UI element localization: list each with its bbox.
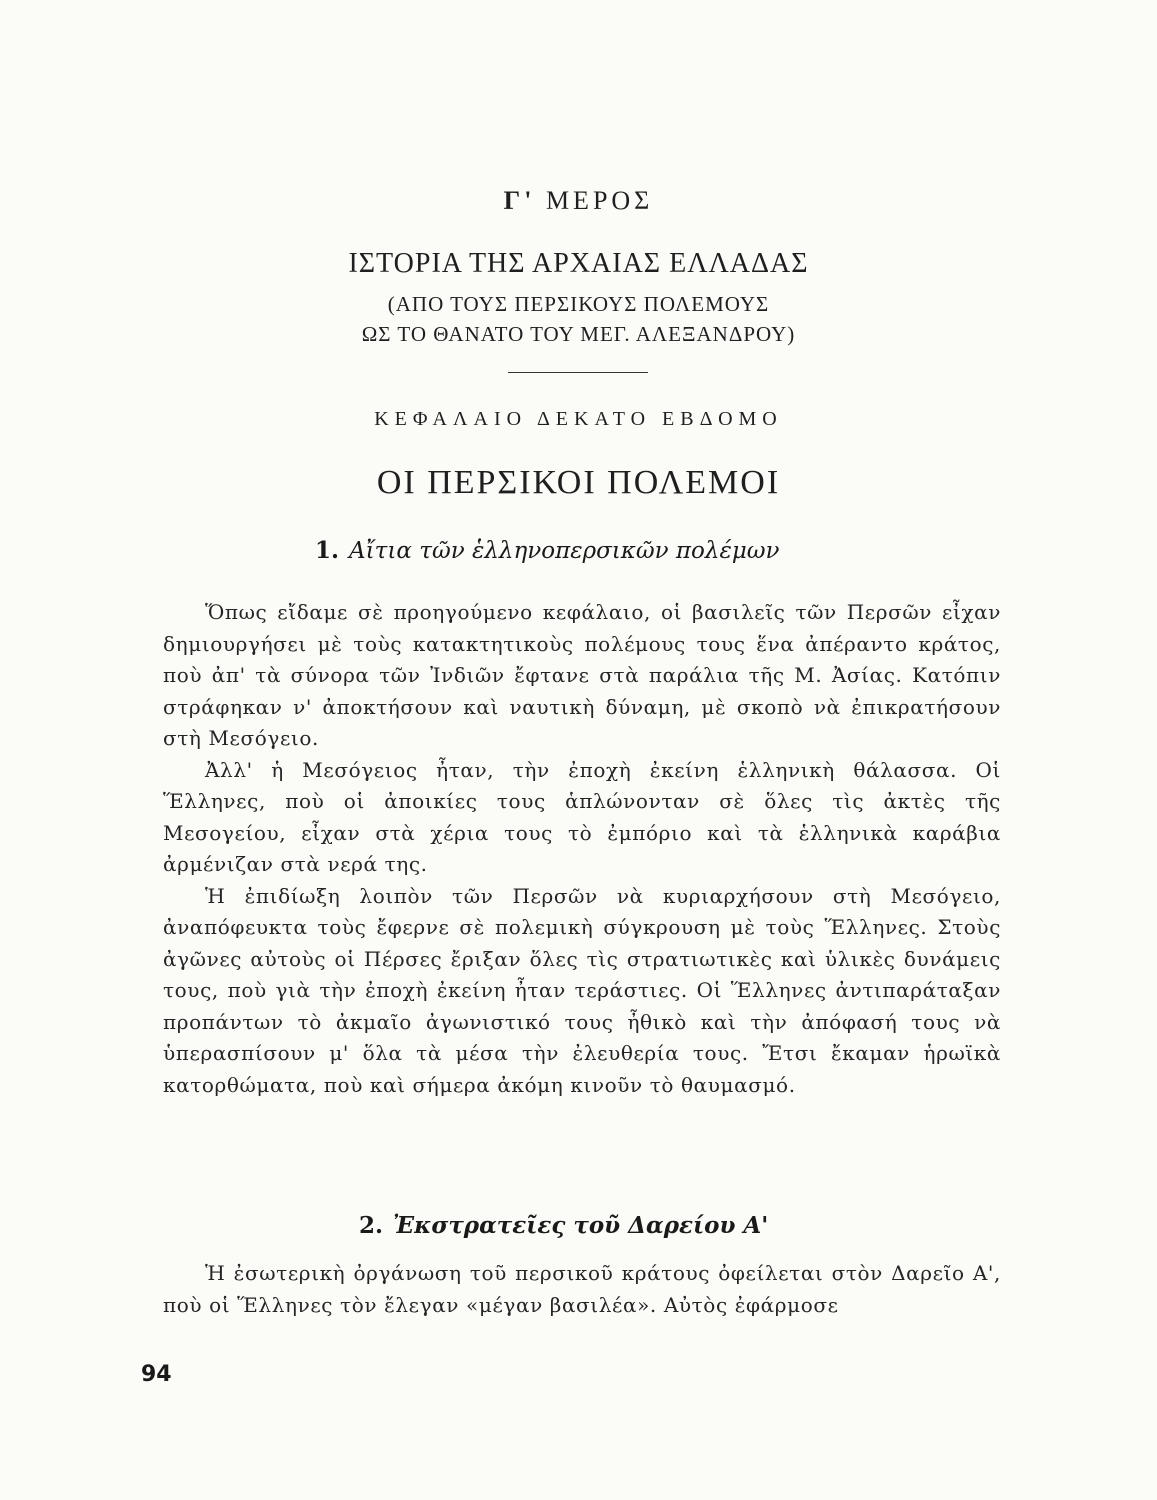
- section-2-body: [163, 1258, 1001, 1321]
- paragraph: Ἡ ἐπιδίωξη λοιπὸν τῶν Περσῶν νὰ κυριαρχήσουν στὴ Μεσόγειο, ἀναπόφευκτα τοὺς ἔφερνε σὲ πολεμικὴ σύγκρουση μὲ τοὺς Ἕλληνες. Στοὺς ἀγῶνες αὐτοὺς οἱ Πέρσες ἔριξαν ὅλες τὶς στρατιωτικὲς καὶ ὑλικὲς δυνάμεις τους, ποὺ γιὰ τὴν ἐποχὴ ἐκείνη ἦταν τεράστιες. Οἱ Ἕλληνες ἀντιπαράταξαν προπάντων τὸ ἀκμαῖο ἀγωνιστικό τους ἦθικὸ καὶ τὴν ἀπόφασή τους νὰ ὑπερασπίσουν μ' ὅλα τὰ μέσα τὴν ἐλευθερία τους. Ἔτσι ἔκαμαν ἡρωϊκὰ κατορθώματα, ποὺ καὶ σήμερα ἀκόμη κινοῦν τὸ θαυμασμό.: [163, 883, 1001, 1097]
- page-number: 94: [141, 1362, 172, 1387]
- section-number-2: 2.: [359, 1212, 384, 1239]
- subtitle-line-1: (ΑΠΟ ΤΟΥΣ ΠΕΡΣΙΚΟΥΣ ΠΟΛΕΜΟΥΣ: [387, 292, 770, 316]
- subtitle-line-2: ΩΣ ΤΟ ΘΑΝΑΤΟ ΤΟΥ ΜΕΓ. ΑΛΕΞΑΝΔΡΟΥ): [361, 322, 796, 346]
- paragraph: Ἡ ἐσωτερικὴ ὀργάνωση τοῦ περσικοῦ κράτους ὀφείλεται στὸν Δαρεῖο Α', ποὺ οἱ Ἕλληνες τὸν ἔλεγαν «μέγαν βασιλέα». Αὐτὸς ἐφάρμοσε: [163, 1261, 1001, 1317]
- chapter-label: ΚΕΦΑΛΑΙΟ ΔΕΚΑΤΟ ΕΒΔΟΜΟ: [374, 408, 783, 430]
- section-heading-2: [359, 1212, 768, 1239]
- divider-rule: [508, 372, 648, 373]
- section-title-1: Αἴτια τῶν ἑλληνοπερσικῶν πολέμων: [349, 538, 780, 564]
- part-prefix: Γ': [503, 186, 536, 215]
- section-1-body: [163, 597, 1001, 1101]
- paragraph: Ἀλλ' ἡ Μεσόγειος ἦταν, τὴν ἐποχὴ ἐκείνη ἑλληνικὴ θάλασσα. Οἱ Ἕλληνες, ποὺ οἱ ἀποικίες τους ἁπλώνονταν σὲ ὅλες τὶς ἀκτὲς τῆς Μεσογείου, εἶχαν στὰ χέρια τους τὸ ἐμπόριο καὶ τὰ ἑλληνικὰ καράβια ἀρμένιζαν στὰ νερά της.: [163, 757, 1001, 876]
- part-label: [0, 186, 1157, 216]
- part-word: ΜΕΡΟΣ: [545, 186, 654, 215]
- section-title-2: Ἐκστρατεῖες τοῦ Δαρείου Α': [393, 1212, 769, 1239]
- paragraph: Ὅπως εἴδαμε σὲ προηγούμενο κεφάλαιο, οἱ βασιλεῖς τῶν Περσῶν εἶχαν δημιουργήσει μὲ τοὺς κατακτητικοὺς πολέμους τους ἕνα ἀπέραντο κράτος, ποὺ ἀπ' τὰ σύνορα τῶν Ἰνδιῶν ἔφτανε στὰ παράλια τῆς Μ. Ἀσίας. Κατόπιν στράφηκαν ν' ἀποκτήσουν καὶ ναυτικὴ δύναμη, μὲ σκοπὸ νὰ ἐπικρατήσουν στὴ Μεσόγειο.: [163, 600, 1001, 750]
- section-number-1: 1.: [315, 537, 340, 564]
- book-part-title: ΙΣΤΟΡΙΑ ΤΗΣ ΑΡΧΑΙΑΣ ΕΛΛΑΔΑΣ: [348, 248, 809, 279]
- chapter-title: ΟΙ ΠΕΡΣΙΚΟΙ ΠΟΛΕΜΟΙ: [376, 464, 781, 501]
- section-heading-1: [315, 537, 780, 564]
